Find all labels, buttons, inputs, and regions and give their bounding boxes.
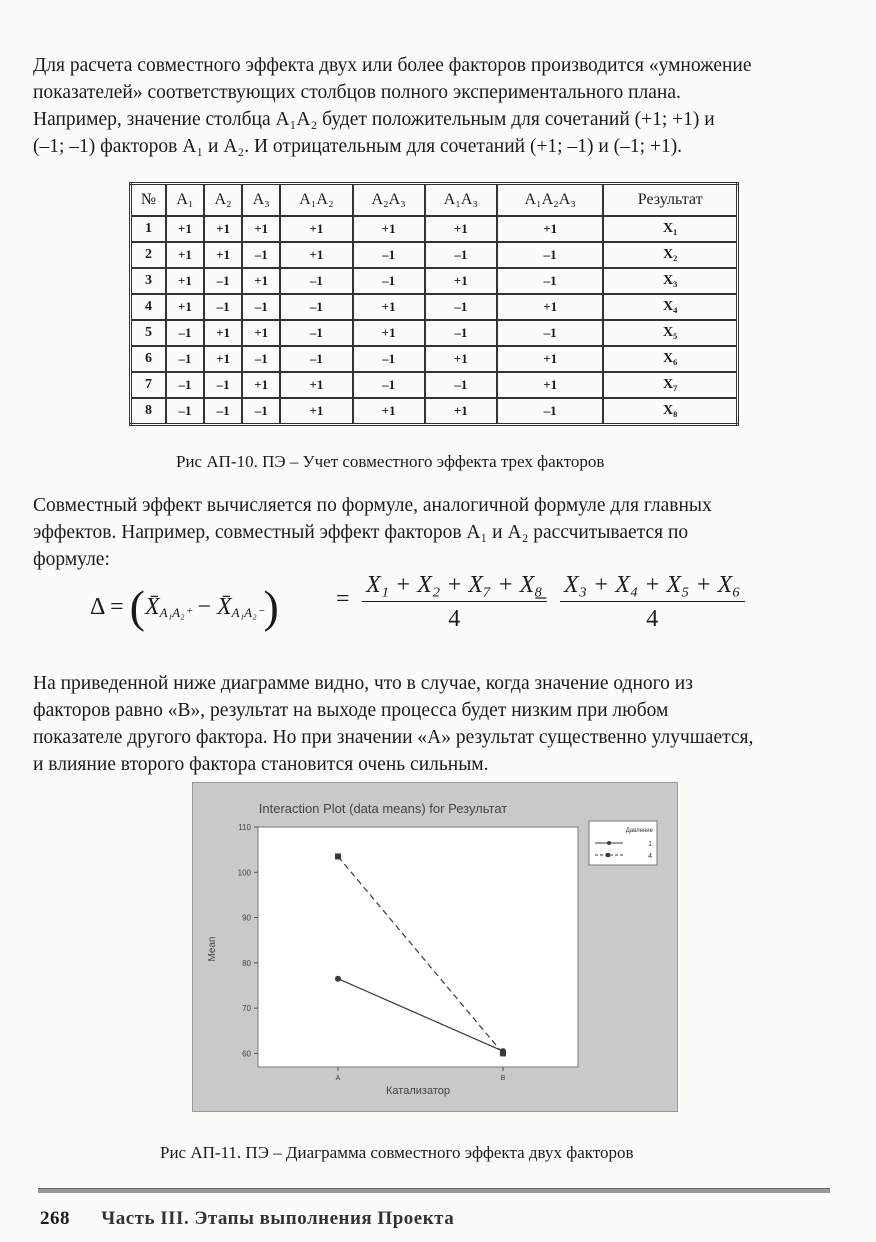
factor-value-cell: –1	[425, 294, 497, 320]
table-header-row	[131, 184, 738, 217]
factor-value-cell: –1	[353, 372, 425, 398]
factor-value-cell: –1	[425, 320, 497, 346]
factor-value-cell: +1	[425, 216, 497, 242]
experiment-plan-table	[129, 182, 739, 426]
fraction-2-denominator: 4	[646, 606, 659, 632]
section-title: Часть III. Этапы выполнения Проекта	[101, 1208, 455, 1229]
factor-value-cell: +1	[166, 216, 204, 242]
factor-value-cell: –1	[425, 242, 497, 268]
y-tick-label: 110	[238, 823, 251, 832]
factor-value-cell: +1	[280, 372, 352, 398]
formula-fraction-2	[560, 572, 745, 633]
y-axis	[238, 823, 258, 1058]
interaction-plot-svg	[193, 783, 677, 1111]
formula-intro-paragraph	[33, 492, 823, 573]
intro-line-3: Например, значение столбца A₁A₂ будет положительным для сочетаний (+1; +1) и	[33, 109, 715, 130]
x-tick-label: B	[500, 1075, 506, 1082]
factor-value-cell: –1	[497, 320, 603, 346]
formula-equals: =	[336, 586, 350, 612]
result-cell: X₂	[603, 242, 737, 268]
formula-intro-line-2: эффектов. Например, совместный эффект факторов A₁ и A₂ рассчитывается по	[33, 522, 689, 543]
page-footer	[40, 1208, 454, 1230]
factor-value-cell: –1	[497, 268, 603, 294]
intro-line-1: Для расчета совместного эффекта двух или более факторов производится «умножение	[33, 55, 752, 76]
table-row	[131, 216, 738, 242]
diagram-intro-paragraph	[33, 670, 823, 778]
formula-term1: X̄	[144, 594, 160, 620]
factor-value-cell: –1	[353, 242, 425, 268]
factor-value-cell: +1	[204, 216, 242, 242]
row-number-cell: 8	[131, 398, 166, 425]
result-cell: X₈	[603, 398, 737, 425]
factor-value-cell: +1	[242, 216, 280, 242]
y-tick-label: 80	[242, 958, 251, 968]
factor-value-cell: –1	[497, 398, 603, 425]
table-header-cell: A₁A₃	[425, 184, 497, 217]
diagram-intro-line-1: На приведенной ниже диаграмме видно, что в случае, когда значение одного из	[33, 673, 693, 694]
result-cell: X₅	[603, 320, 737, 346]
y-tick-label: 90	[242, 913, 251, 923]
factor-value-cell: –1	[204, 294, 242, 320]
factor-value-cell: +1	[353, 398, 425, 425]
factor-value-cell: –1	[242, 294, 280, 320]
formula-intro-line-1: Совместный эффект вычисляется по формуле, аналогичной формуле для главных	[33, 495, 712, 516]
table-row	[131, 268, 738, 294]
factor-value-cell: +1	[425, 268, 497, 294]
factor-value-cell: +1	[497, 346, 603, 372]
formula-fraction-1	[362, 572, 547, 633]
intro-paragraph	[33, 52, 823, 160]
x-tick-label: A	[335, 1075, 341, 1082]
formula-delta: Δ =	[90, 594, 124, 620]
factor-value-cell: –1	[353, 346, 425, 372]
factor-value-cell: –1	[353, 268, 425, 294]
table-row	[131, 242, 738, 268]
factor-value-cell: –1	[280, 268, 352, 294]
formula-term1-sub: A₁A₂⁺	[159, 605, 192, 620]
factor-value-cell: –1	[242, 242, 280, 268]
figure-caption-10: Рис АП-10. ПЭ – Учет совместного эффекта трех факторов	[176, 452, 605, 471]
row-number-cell: 5	[131, 320, 166, 346]
table-header-cell: A₃	[242, 184, 280, 217]
table-row	[131, 346, 738, 372]
table-header-cell: A₁	[166, 184, 204, 217]
table-row	[131, 398, 738, 425]
legend-label-1: 1	[648, 841, 652, 848]
factor-value-cell: –1	[166, 372, 204, 398]
factor-value-cell: –1	[204, 372, 242, 398]
factor-value-cell: –1	[280, 294, 352, 320]
formula-lhs	[90, 580, 279, 633]
factor-value-cell: –1	[497, 242, 603, 268]
result-cell: X₆	[603, 346, 737, 372]
row-number-cell: 1	[131, 216, 166, 242]
formula-inner-minus: −	[197, 594, 211, 620]
factor-value-cell: +1	[242, 268, 280, 294]
factor-value-cell: +1	[497, 216, 603, 242]
interaction-plot	[192, 782, 678, 1112]
diagram-intro-line-3: показателе другого фактора. Но при значении «А» результат существенно улучшается,	[33, 727, 754, 748]
intro-line-4: (–1; –1) факторов A₁ и A₂. И отрицательным для сочетаний (+1; –1) и (–1; +1).	[33, 136, 683, 157]
row-number-cell: 3	[131, 268, 166, 294]
intro-line-2: показателей» соответствующих столбцов полного экспериментального плана.	[33, 82, 681, 103]
table-header-cell: A₂A₃	[353, 184, 425, 217]
result-cell: X₃	[603, 268, 737, 294]
factor-value-cell: +1	[204, 320, 242, 346]
result-cell: X₁	[603, 216, 737, 242]
plot-area	[258, 827, 578, 1067]
table-row	[131, 294, 738, 320]
series-point-4	[500, 1050, 506, 1056]
factor-value-cell: +1	[497, 372, 603, 398]
factor-value-cell: +1	[166, 242, 204, 268]
legend	[589, 821, 657, 865]
table-row	[131, 320, 738, 346]
factor-value-cell: –1	[166, 320, 204, 346]
factor-value-cell: +1	[353, 216, 425, 242]
x-axis	[336, 1067, 506, 1082]
fraction-2-numerator: X₃ + X₄ + X₅ + X₆	[560, 572, 745, 602]
factor-value-cell: +1	[280, 216, 352, 242]
legend-label-4: 4	[648, 853, 652, 860]
factor-value-cell: +1	[204, 346, 242, 372]
row-number-cell: 6	[131, 346, 166, 372]
figure-caption-11: Рис АП-11. ПЭ – Диаграмма совместного эффекта двух факторов	[160, 1143, 634, 1162]
factor-value-cell: –1	[280, 346, 352, 372]
y-tick-label: 100	[237, 868, 251, 878]
chart-title: Interaction Plot (data means) for Результат	[258, 801, 508, 816]
row-number-cell: 2	[131, 242, 166, 268]
factor-value-cell: +1	[166, 268, 204, 294]
legend-marker-4	[606, 853, 610, 857]
factor-value-cell: +1	[497, 294, 603, 320]
factor-value-cell: +1	[353, 294, 425, 320]
factor-value-cell: +1	[242, 372, 280, 398]
factor-value-cell: –1	[204, 268, 242, 294]
factor-value-cell: +1	[280, 398, 352, 425]
table-header-cell: A₁A₂A₃	[497, 184, 603, 217]
formula-intro-line-3: формуле:	[33, 549, 110, 570]
factor-value-cell: –1	[166, 346, 204, 372]
factor-value-cell: –1	[425, 372, 497, 398]
diagram-intro-line-4: и влияние второго фактора становится очень сильным.	[33, 754, 489, 775]
formula-open-paren: (	[129, 581, 145, 632]
factor-value-cell: +1	[425, 346, 497, 372]
row-number-cell: 7	[131, 372, 166, 398]
page-number: 268	[40, 1208, 70, 1229]
factor-value-cell: +1	[204, 242, 242, 268]
factor-value-cell: –1	[242, 398, 280, 425]
factor-value-cell: –1	[166, 398, 204, 425]
factor-value-cell: +1	[280, 242, 352, 268]
y-tick-label: 60	[242, 1049, 251, 1059]
formula-between-minus: −	[534, 586, 548, 612]
table-header-cell: Результат	[603, 184, 737, 217]
table-header-cell: A₁A₂	[280, 184, 352, 217]
series-point-1	[335, 976, 341, 982]
joint-effect-formula	[90, 572, 790, 642]
result-cell: X₄	[603, 294, 737, 320]
formula-term2-sub: A₁A₂⁻	[231, 605, 264, 620]
formula-term2: X̄	[217, 594, 232, 620]
formula-close-paren: )	[263, 581, 279, 632]
y-tick-label: 70	[242, 1004, 251, 1014]
x-axis-label: Катализатор	[386, 1085, 450, 1097]
factor-value-cell: +1	[353, 320, 425, 346]
series-point-4	[335, 853, 341, 859]
table-header-cell: A₂	[204, 184, 242, 217]
factor-value-cell: –1	[204, 398, 242, 425]
y-axis-label: Mean	[207, 936, 218, 962]
legend-marker-1	[607, 841, 611, 845]
fraction-1-denominator: 4	[448, 606, 461, 632]
diagram-intro-line-2: факторов равно «В», результат на выходе процесса будет низким при любом	[33, 700, 669, 721]
factor-value-cell: +1	[166, 294, 204, 320]
factor-value-cell: +1	[425, 398, 497, 425]
factor-value-cell: –1	[280, 320, 352, 346]
factor-value-cell: –1	[242, 346, 280, 372]
fraction-1-numerator: X₁ + X₂ + X₇ + X₈	[362, 572, 547, 602]
factor-value-cell: +1	[242, 320, 280, 346]
footer-rule	[38, 1188, 830, 1193]
legend-title: Давление	[625, 828, 653, 834]
table-row	[131, 372, 738, 398]
table-header-cell: №	[131, 184, 166, 217]
row-number-cell: 4	[131, 294, 166, 320]
result-cell: X₇	[603, 372, 737, 398]
